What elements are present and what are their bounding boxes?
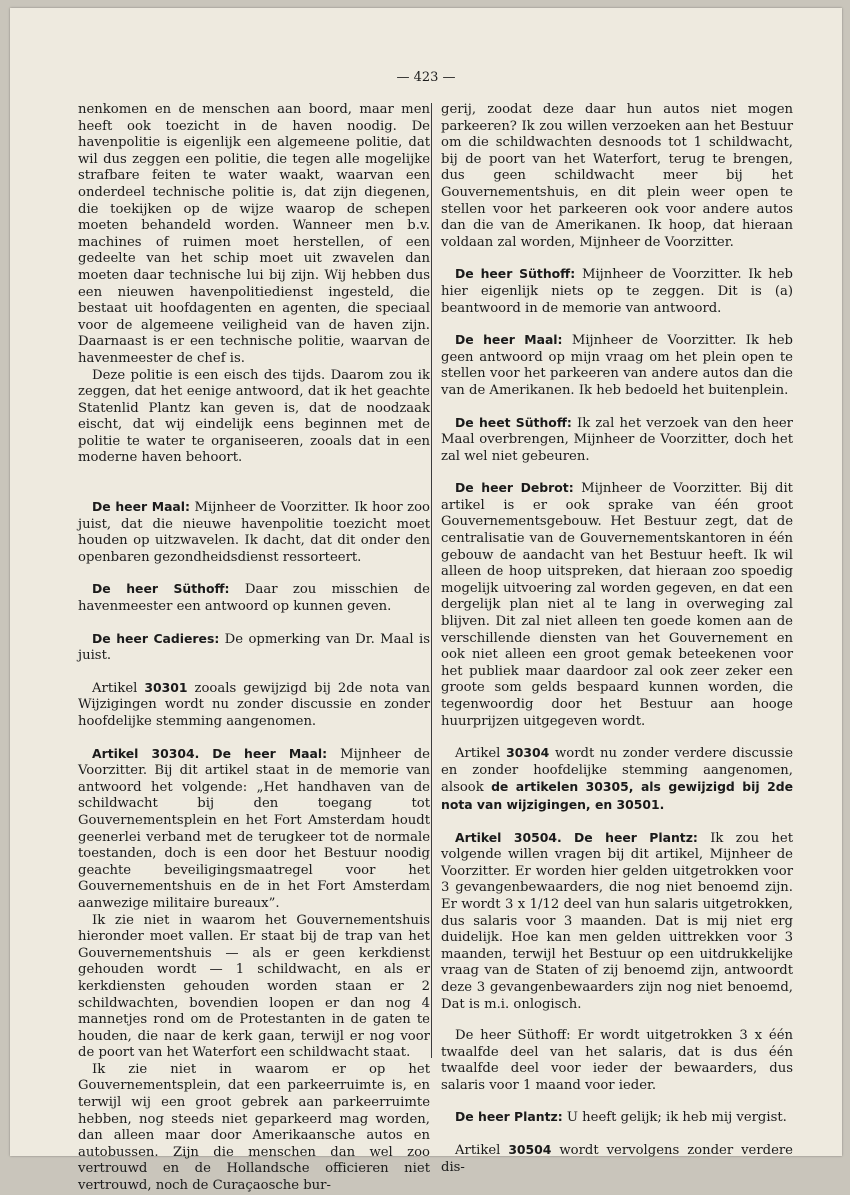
paragraph-text: Ik zie niet in waarom er op het Gouvernementsplein, dat een parkeerruimte is, en terwijl wij een groot gebrek aan parkeerruimte hebben, nog steeds niet geparkeerd mag worden, dan alleen maar door Amerikaansche autos en autobussen. Zijn die menschen dan wel zoo vertrouwd en de Hollandsche officieren niet vertrouwd, noch de Curaçaosche bur-	[78, 1061, 430, 1194]
paragraph-text: De heer Süthoff: Er wordt uitgetrokken 3 x één twaalfde deel van het salaris, dat is dus één twaalfde deel voor ieder der bewaarders, dus salaris voor 1 maand voor ieder.	[441, 1028, 793, 1093]
paragraph-text: wordt nu zonder verdere discussie en zonder hoofdelijke stemming aangenomen, alsook	[441, 746, 793, 796]
article-word: Artikel	[455, 746, 501, 762]
article-decision	[78, 680, 430, 731]
paragraph	[78, 913, 430, 1062]
speech-cadieres	[78, 631, 430, 665]
speech-suthoff	[441, 415, 793, 466]
paragraph-text: Ik zie niet in waarom het Gouvernementshuis hieronder moet vallen. Er staat bij de trap van het Gouvernementshuis — als er geen kerkdienst gehouden wordt — 1 schildwacht, en als er kerkdiensten gehouden worden staan er 2 schildwachten, bovendien loopen er dan nog 4 mannetjes rond om de Protestanten in de gaten te houden, die naar de kerk gaan, terwijl er nog voor de poort van het Waterfort een schildwacht staat.	[78, 912, 430, 1061]
speaker-name: De heer Maal:	[455, 332, 563, 348]
article-word: Artikel	[455, 1143, 501, 1159]
paragraph-text: Deze politie is een eisch des tijds. Daarom zou ik zeggen, dat het eenige antwoord, dat ik het geachte Statenlid Plantz kan geven is, dat de noodzaak eischt, dat wij eindelijk eens beginnen met de politie te water te organiseeren, zooals dat in een moderne haven behoort.	[78, 367, 430, 466]
paragraph-text: Mijnheer de Voorzitter. Bij dit artikel staat in de memorie van antwoord het volgende: „Het handhaven van de schildwacht bij den toegang tot Gouvernementsplein en het Fort Amsterdam houdt geenerlei verband met de terugkeer tot de normale toestanden, doch is een door het Bestuur noodig geachte beveiligingsmaatregel voor het Gouvernementshuis en de in het Fort Amsterdam aanwezige militaire bureaux”.	[78, 746, 430, 911]
paragraph-text: gerij, zoodat deze daar hun autos niet mogen parkeeren? Ik zou willen verzoeken aan het Bestuur om die schildwachten desnoods tot 1 schildwacht, bij de poort van het Waterfort, terug te brengen, dus geen schildwacht meer bij het Gouvernementshuis, en dit plein weer open te stellen voor het parkeeren ook voor andere autos dan die van de Amerikanen. Ik hoop, dat hieraan voldaan zal worden, Mijnheer de Voorzitter.	[441, 102, 793, 250]
speaker-name: De heer Maal:	[92, 499, 190, 515]
article-decision	[441, 745, 793, 814]
paragraph	[441, 102, 793, 251]
speaker-name: De heer Süthoff:	[455, 266, 576, 282]
paragraph	[78, 102, 430, 368]
speech-suthoff	[441, 1028, 793, 1094]
paragraph-text: U heeft gelijk; ik heb mij vergist.	[566, 1110, 787, 1126]
article-number: 30504	[508, 1142, 552, 1158]
speech-maal	[78, 499, 430, 566]
speaker-name: De heer Plantz:	[574, 829, 698, 845]
right-column	[441, 102, 793, 1176]
article-number: 30301	[144, 679, 188, 695]
paragraph-text: nenkomen en de menschen aan boord, maar men heeft ook toezicht in de haven noodig. De havenpolitie is eigenlijk een algemeene politie, dat wil dus zeggen een politie, die tegen alle mogelijke strafbare feiten te water waakt, waarvan een onderdeel technische politie is, dat zijn diegenen, die toekijken op de wijze waarop de schepen moeten behandeld worden. Wanneer men b.v. machines of ruimen moet herstellen, of een gedeelte van het schip moet uit zwavelen dan moeten daar technische lui bij zijn. Wij hebben dus een nieuwen havenpolitiedienst ingesteld, die bestaat uit hoofdagenten en agenten, die speciaal voor de algemeene veiligheid van de haven zijn. Daarnaast is er een technische politie, waarvan de havenmeester de chef is.	[78, 102, 430, 366]
speech-plantz	[441, 1109, 793, 1127]
paragraph-text: wordt vervolgens zonder verdere dis-	[441, 1143, 793, 1175]
speech-suthoff	[78, 581, 430, 615]
paragraph-text: Daar zou misschien de havenmeester een antwoord op kunnen geven.	[78, 582, 430, 615]
article-references: de artikelen 30305, als gewijzigd bij 2de nota van wijzigingen, en 30501.	[441, 779, 793, 812]
left-column	[78, 102, 430, 1195]
article-heading: Artikel 30304.	[92, 745, 200, 761]
column-divider	[431, 103, 432, 1058]
article-heading: Artikel 30504.	[455, 829, 562, 845]
paragraph-text: Mijnheer de Voorzitter. Ik heb geen antwoord op mijn vraag om het plein open te stellen voor het parkeeren van andere autos dan die van de Amerikanen. Ik heb bedoeld het buitenplein.	[441, 333, 793, 398]
speaker-name: De heet Süthoff:	[455, 414, 572, 430]
speaker-name: De heer Plantz:	[455, 1109, 563, 1125]
paragraph-text: zooals gewijzigd bij 2de nota van Wijzigingen wordt nu zonder discussie en zonder hoofdelijke stemming aangenomen.	[78, 680, 430, 729]
paragraph-text: De opmerking van Dr. Maal is juist.	[78, 631, 430, 664]
speaker-name: De heer Süthoff:	[92, 581, 230, 597]
speech-suthoff	[441, 266, 793, 317]
speech-plantz-article	[441, 830, 793, 1014]
paragraph-text: Mijnheer de Voorzitter. Bij dit artikel is er ook sprake van één groot Gouvernementsgebouw. Het Bestuur zegt, dat de centralisatie van de Gouvernementskantoren in één gebouw de aandacht van het Bestuur heeft. Ik wil alleen de hoop uitspreken, dat hieraan zoo spoedig mogelijk uitvoering zal worden gegeven, en dat een dergelijk plan niet al te lang in overweging zal blijven. Dit zal niet alleen ten goede komen aan de verschillende diensten van het Gouvernement en ook niet alleen een groot gemak beteekenen voor het publiek maar daardoor zal ook zeer zeker een groote som gelds bespaard kunnen worden, die tegenwoordig door het Bestuur aan hooge huurprijzen uitgegeven wordt.	[441, 481, 793, 729]
document-page	[10, 8, 842, 1194]
page-number: — 423 —	[396, 70, 456, 85]
article-decision	[441, 1142, 793, 1176]
speech-maal-article	[78, 746, 430, 913]
speaker-name: De heer Cadieres:	[92, 630, 220, 646]
speaker-name: De heer Maal:	[212, 745, 328, 761]
paragraph	[78, 1062, 430, 1195]
speech-maal	[441, 332, 793, 399]
paragraph	[78, 368, 430, 468]
speaker-name: De heer Debrot:	[455, 480, 574, 496]
article-word: Artikel	[92, 680, 138, 696]
paragraph-text: Ik zal het verzoek van den heer Maal overbrengen, Mijnheer de Voorzitter, doch het zal wel niet gebeuren.	[441, 415, 793, 464]
speech-debrot	[441, 480, 793, 730]
paragraph-text: Mijnheer de Voorzitter. Ik hoor zoo juist, dat die nieuwe havenpolitie toezicht moet houden op uitzwavelen. Ik dacht, dat dit onder den openbaren gezondheidsdienst ressorteert.	[78, 500, 430, 565]
article-number: 30304	[506, 745, 550, 761]
paragraph-text: Ik zou het volgende willen vragen bij dit artikel, Mijnheer de Voorzitter. Er worden hier gelden uitgetrokken voor 3 gevangenbewaarders, die nog niet benoemd zijn. Er wordt 3 x 1/12 deel van hun salaris uitgetrokken, dus salaris voor 3 maanden. Dat is mij niet erg duidelijk. Hoe kan men gelden uittrekken voor 3 maanden, terwijl het Bestuur op een uitdrukkelijke vraag van de Staten of zij benoemd zijn, antwoordt deze 3 gevangenbewaarders zijn nog niet benoemd, Dat is m.i. onlogisch.	[441, 830, 793, 1012]
paragraph-text: Mijnheer de Voorzitter. Ik heb hier eigenlijk niets op te zeggen. Dit is (a) beantwoord in de memorie van antwoord.	[441, 267, 793, 316]
